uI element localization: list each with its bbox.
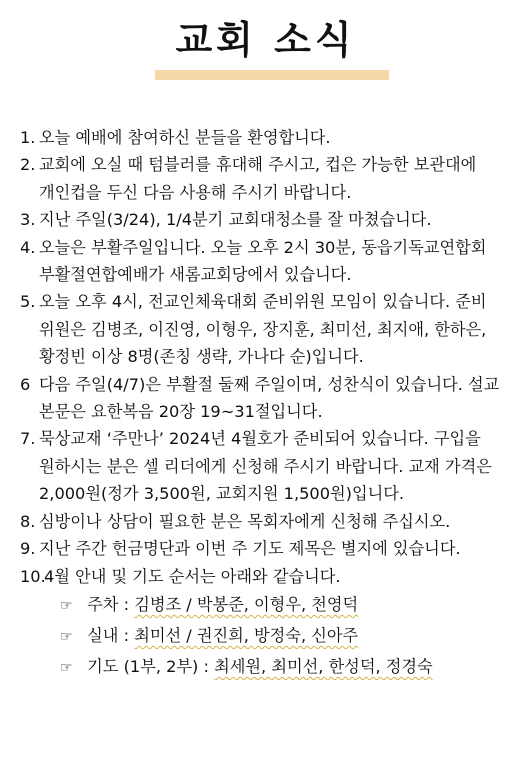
title-area: [0, 14, 531, 66]
item-text: 본문은 요한복음 20장 19~31절입니다.: [39, 402, 323, 422]
notice-item-9: [20, 535, 525, 562]
notice-item-10: [20, 563, 525, 683]
assignment-names: 최미선 / 권진희, 방정숙, 신아주: [134, 625, 359, 645]
item-text: 황정빈 이상 8명(존칭 생략, 가나다 순)입니다.: [39, 347, 364, 367]
assignment-label: 실내 :: [87, 625, 130, 645]
item-text: 심방이나 상담이 필요한 분은 목회자에게 신청해 주십시오.: [39, 511, 451, 531]
item-number: 3.: [20, 210, 36, 230]
item-number: 4.: [20, 237, 36, 257]
pointing-hand-icon: ☞: [60, 597, 73, 614]
item-text: 지난 주일(3/24), 1/4분기 교회대청소를 잘 마쳤습니다.: [39, 210, 432, 230]
assignment-names: 김병조 / 박봉준, 이형우, 천영덕: [134, 594, 359, 614]
item-number: 7.: [20, 429, 36, 449]
item-text: 개인컵을 두신 다음 사용해 주시기 바랍니다.: [39, 182, 352, 202]
item-text: 지난 주간 헌금명단과 이번 주 기도 제목은 별지에 있습니다.: [39, 539, 461, 559]
title-underline: [155, 70, 389, 80]
item-number: 9.: [20, 539, 36, 559]
item-number: 10.: [20, 566, 46, 586]
item-text: 4월 안내 및 기도 순서는 아래와 같습니다.: [44, 566, 341, 586]
item-text: 오늘 예배에 참여하신 분들을 환영합니다.: [39, 128, 331, 147]
item-text: 2,000원(정가 3,500원, 교회지원 1,500원)입니다.: [39, 484, 405, 504]
pointing-hand-icon: ☞: [60, 659, 73, 676]
item-text: 다음 주일(4/7)은 부활절 둘째 주일이며, 성찬식이 있습니다. 설교: [39, 374, 500, 394]
item-number: 6: [20, 374, 31, 394]
notice-item-5: [20, 288, 525, 370]
item-number: 2.: [20, 155, 36, 175]
item-number: 8.: [20, 511, 36, 531]
notice-item-6: [20, 371, 525, 426]
item-text: 원하시는 분은 셀 리더에게 신청해 주시기 바랍니다. 교재 가격은: [39, 456, 492, 476]
assignment-label: 기도 (1부, 2부) :: [87, 656, 209, 676]
notice-item-4: [20, 234, 525, 289]
notice-item-1: [20, 124, 525, 151]
pointing-hand-icon: ☞: [60, 628, 73, 645]
assignment-parking: [60, 590, 525, 621]
page-title: 교회 소식: [175, 18, 356, 62]
assignment-label: 주차 :: [87, 594, 130, 614]
assignment-names: 최세원, 최미선, 한성덕, 정경숙: [214, 656, 433, 676]
item-text: 오늘 오후 4시, 전교인체육대회 준비위원 모임이 있습니다. 준비: [39, 292, 487, 312]
notice-item-2: [20, 151, 525, 206]
notice-item-7: [20, 425, 525, 507]
notice-item-3: [20, 206, 525, 233]
item-text: 오늘은 부활주일입니다. 오늘 오후 2시 30분, 동읍기독교연합회: [39, 237, 487, 257]
item-number: 5.: [20, 292, 36, 312]
notice-list: [20, 124, 525, 683]
item-number: 1.: [20, 128, 36, 147]
item-text: 위원은 김병조, 이진영, 이형우, 장지훈, 최미선, 최지애, 한하은,: [39, 319, 487, 339]
item-text: 부활절연합예배가 새롬교회당에서 있습니다.: [39, 265, 352, 285]
assignment-indoor: [60, 621, 525, 652]
item-text: 교회에 오실 때 텀블러를 휴대해 주시고, 컵은 가능한 보관대에: [39, 155, 477, 175]
assignment-prayer: [60, 652, 525, 683]
assignment-list: [44, 590, 525, 683]
item-text: 묵상교재 ‘주만나’ 2024년 4월호가 준비되어 있습니다. 구입을: [39, 429, 481, 449]
notice-item-8: [20, 508, 525, 535]
